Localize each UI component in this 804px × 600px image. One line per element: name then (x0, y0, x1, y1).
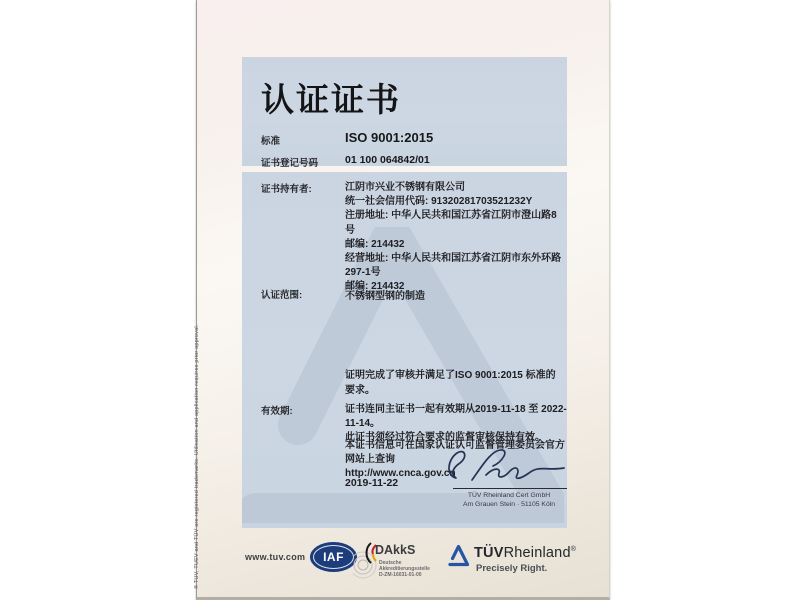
audit-statement: 证明完成了审核并满足了ISO 9001:2015 标准的要求。 (345, 370, 556, 396)
holder-business-postcode: 邮编: 214432 (345, 281, 405, 293)
holder-registered-address: 注册地址: 中华人民共和国江苏省江阴市澄山路8号 (345, 210, 557, 236)
holder-credit-code: 统一社会信用代码: 91320281703521232Y (345, 196, 533, 208)
certificate-page (196, 0, 610, 600)
query-note: 本证书信息可在国家认证认可监督管理委员会官方网站上查询 (345, 440, 565, 465)
tuv-brand-rheinland: Rheinland (503, 545, 571, 561)
validity-line1: 证书连同主证书一起有效期从2019-11-18 至 2022-11-14。 (345, 404, 567, 429)
dakks-subtext (379, 560, 430, 578)
holder-registered-postcode: 邮编: 214432 (345, 238, 405, 250)
certificate-title: 认证证书 (261, 81, 401, 118)
content-panel (242, 172, 567, 528)
tuv-brand-reg: ® (570, 546, 577, 554)
iaf-label: IAF (323, 550, 344, 564)
issuer-address: Am Grauen Stein · 51105 Köln (462, 500, 556, 508)
signature-line (453, 488, 567, 489)
tuv-tagline: Precisely Right. (476, 563, 548, 574)
issuer-name: TÜV Rheinland Cert GmbH (467, 492, 551, 499)
dakks-label: DAkkS (375, 543, 416, 557)
iaf-logo (310, 542, 357, 572)
dakks-line1: Deutsche (379, 560, 402, 566)
tuv-brand-tuv: TÜV (474, 545, 504, 561)
scope-value: 不锈钢型钢的制造 (345, 291, 425, 302)
holder-label: 证书持有者: (261, 184, 312, 195)
holder-company-name: 江阴市兴业不锈钢有限公司 (345, 182, 465, 193)
issuer-block (447, 492, 571, 509)
issue-date: 2019-11-22 (345, 477, 399, 489)
holder-details (345, 181, 565, 295)
registration-label: 证书登记号码 (261, 158, 319, 169)
header-panel (242, 57, 567, 169)
registration-value: 01 100 064842/01 (345, 154, 430, 166)
tuv-triangle-icon (447, 543, 471, 568)
holder-business-address: 经营地址: 中华人民共和国江苏省江阴市东外环路297-1号 (345, 253, 562, 279)
tuv-website: www.tuv.com (245, 552, 306, 562)
validity-label: 有效期: (261, 406, 293, 417)
dakks-line3: D-ZM-16031-01-00 (379, 572, 422, 578)
dakks-logo (353, 540, 433, 580)
standard-label: 标准 (261, 136, 281, 147)
validity-line2: 此证书须经过符合要求的监督审核保持有效。 (345, 432, 545, 443)
tuv-brand (474, 545, 576, 561)
signature (442, 444, 572, 488)
trademark-edge-note: ® TUV, TUEV and TÜV are registered trademarks. Utilisation and application requires prior approval. (194, 324, 200, 589)
query-url: http://www.cnca.gov.cn (345, 468, 456, 479)
dakks-line2: Akkreditierungsstelle (379, 566, 430, 572)
scope-label: 认证范围: (261, 290, 303, 301)
standard-value: ISO 9001:2015 (345, 130, 434, 145)
